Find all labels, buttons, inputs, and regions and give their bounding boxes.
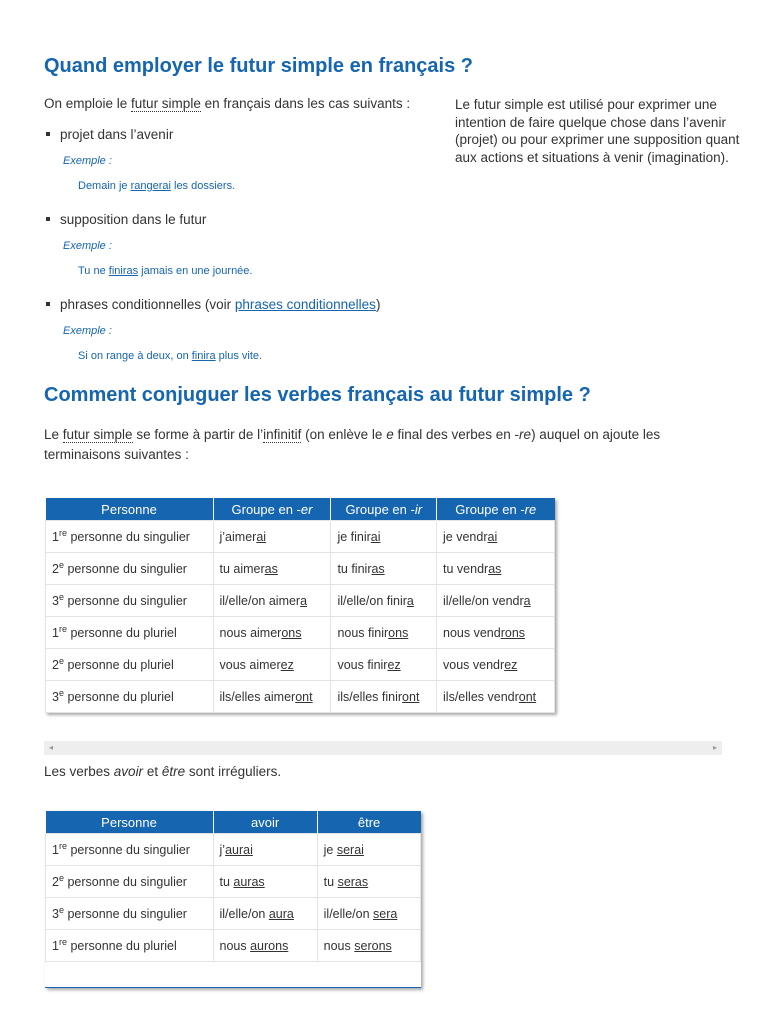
table-cell-form: il/elle/on aimera xyxy=(213,585,331,617)
table-cell-form: tu vendras xyxy=(437,553,555,585)
table-cell-form: je finirai xyxy=(331,521,437,553)
paragraph-text: final des verbes en - xyxy=(393,427,520,442)
paragraph-text: Le xyxy=(44,427,63,442)
table-row xyxy=(46,681,555,713)
list-item xyxy=(46,211,206,229)
example-text xyxy=(78,265,252,277)
table-cell-form: tu seras xyxy=(317,866,420,898)
list-item-label: phrases conditionnelles (voir xyxy=(60,297,235,312)
section-heading-when: Quand employer le futur simple en français ? xyxy=(44,55,473,77)
table-cell-form: ils/elles aimeront xyxy=(213,681,331,713)
example-link[interactable]: finiras xyxy=(108,265,139,277)
list-item-label-end: ) xyxy=(375,297,381,312)
paragraph-text: Les verbes xyxy=(44,764,114,779)
table-cell-form: il/elle/on aura xyxy=(213,898,317,930)
example-text xyxy=(78,350,262,362)
table-header-row xyxy=(46,498,555,521)
example-text-part: jamais en une journée. xyxy=(138,265,253,277)
bullet-icon xyxy=(46,302,50,306)
paragraph-text-italic: e xyxy=(386,427,394,442)
horizontal-scrollbar[interactable] xyxy=(44,741,722,755)
table-header-er: Groupe en -er xyxy=(213,498,331,521)
table-cell-form: vous aimerez xyxy=(213,649,331,681)
verb-etre: être xyxy=(161,764,186,779)
term-futur-simple[interactable]: futur simple xyxy=(62,427,133,442)
table-cell-form: nous finirons xyxy=(331,617,437,649)
example-text-part: les dossiers. xyxy=(170,180,236,192)
table-cell-form: ils/elles finiront xyxy=(331,681,437,713)
table-cell-form: il/elle/on sera xyxy=(317,898,420,930)
table-cell-personne: 3e personne du singulier xyxy=(46,898,214,930)
paragraph-text: se forme à partir de l’ xyxy=(132,427,264,442)
term-infinitif[interactable]: infinitif xyxy=(263,427,302,442)
list-item-label: projet dans l’avenir xyxy=(60,127,174,142)
table-cell-form: nous aimerons xyxy=(213,617,331,649)
bullet-icon xyxy=(46,217,50,221)
table-cell-form: je serai xyxy=(317,834,420,866)
table-cell-personne: 1re personne du pluriel xyxy=(46,930,214,962)
table-row xyxy=(46,649,555,681)
bullet-icon xyxy=(46,132,50,136)
table-row xyxy=(46,930,421,962)
side-note: Le futur simple est utilisé pour exprimer une intention de faire quelque chose dans l’avenir (projet) ou pour exprimer une supposition quant aux actions et situations à venir (imagination). xyxy=(455,97,740,165)
table-row xyxy=(46,898,421,930)
table-header-re: Groupe en -re xyxy=(437,498,555,521)
table-cell-form: j’aurai xyxy=(213,834,317,866)
table-cell-form: tu finiras xyxy=(331,553,437,585)
example-label: Exemple : xyxy=(63,325,112,337)
table-cell-personne: 3e personne du singulier xyxy=(46,585,214,617)
scroll-right-icon[interactable]: ▸ xyxy=(712,743,717,752)
example-label: Exemple : xyxy=(63,240,112,252)
list-item xyxy=(46,126,173,144)
intro-text-end: en français dans les cas suivants : xyxy=(200,96,411,111)
table-cell-form: ils/elles vendront xyxy=(437,681,555,713)
table-row xyxy=(46,617,555,649)
table-cell-form: je vendrai xyxy=(437,521,555,553)
table-cell-form: tu aimeras xyxy=(213,553,331,585)
paragraph-text: et xyxy=(143,764,162,779)
table-header-personne: Personne xyxy=(46,811,214,834)
example-link[interactable]: finira xyxy=(191,350,216,362)
table-row xyxy=(46,521,555,553)
conjugation-table-irregular xyxy=(45,811,421,962)
conjugation-table-regular xyxy=(45,498,555,713)
table-cell-personne: 1re personne du singulier xyxy=(46,521,214,553)
link-phrases-conditionnelles[interactable]: phrases conditionnelles xyxy=(234,297,376,312)
table-cell-form: nous aurons xyxy=(213,930,317,962)
table-cell-personne: 1re personne du singulier xyxy=(46,834,214,866)
list-item xyxy=(46,296,380,314)
intro-paragraph xyxy=(44,94,410,113)
table-header-row xyxy=(46,811,421,834)
table-cell-personne: 2e personne du singulier xyxy=(46,866,214,898)
paragraph-text: sont irréguliers. xyxy=(185,764,282,779)
table-cell-form: vous finirez xyxy=(331,649,437,681)
scroll-left-icon[interactable]: ◂ xyxy=(49,743,54,752)
table-cell-form: il/elle/on vendra xyxy=(437,585,555,617)
formation-paragraph xyxy=(44,425,734,465)
paragraph-text: ) auquel on ajoute les terminaisons suivantes : xyxy=(44,427,661,462)
table-cell-personne: 2e personne du pluriel xyxy=(46,649,214,681)
intro-text: On emploie le xyxy=(44,96,132,111)
verb-avoir: avoir xyxy=(113,764,144,779)
table-cell-form: il/elle/on finira xyxy=(331,585,437,617)
table-row xyxy=(46,553,555,585)
table-header-ir: Groupe en -ir xyxy=(331,498,437,521)
table-cell-personne: 2e personne du singulier xyxy=(46,553,214,585)
list-item-label: supposition dans le futur xyxy=(60,212,207,227)
section-heading-how: Comment conjuguer les verbes français au futur simple ? xyxy=(44,384,591,406)
paragraph-text-italic: re xyxy=(519,427,532,442)
table-row xyxy=(46,585,555,617)
table-cell-form: tu auras xyxy=(213,866,317,898)
example-text xyxy=(78,180,235,192)
paragraph-text: (on enlève le xyxy=(301,427,387,442)
table-cell-personne: 1re personne du pluriel xyxy=(46,617,214,649)
table-header-etre: être xyxy=(317,811,420,834)
example-text-part: Demain je xyxy=(78,180,131,192)
table-header-personne: Personne xyxy=(46,498,214,521)
example-text-part: plus vite. xyxy=(215,350,263,362)
example-text-part: Si on range à deux, on xyxy=(78,350,192,362)
example-link[interactable]: rangerai xyxy=(130,180,171,192)
table-cell-form: nous serons xyxy=(317,930,420,962)
irregular-paragraph xyxy=(44,762,281,781)
table-row xyxy=(46,834,421,866)
table-cell-form: vous vendrez xyxy=(437,649,555,681)
table-cell-form: j’aimerai xyxy=(213,521,331,553)
table-row xyxy=(46,866,421,898)
table-cell-form: nous vendrons xyxy=(437,617,555,649)
term-futur-simple[interactable]: futur simple xyxy=(131,96,201,111)
table-header-avoir: avoir xyxy=(213,811,317,834)
table-cell-personne: 3e personne du pluriel xyxy=(46,681,214,713)
example-label: Exemple : xyxy=(63,155,112,167)
irregular-table-container xyxy=(45,811,421,988)
example-text-part: Tu ne xyxy=(78,265,109,277)
